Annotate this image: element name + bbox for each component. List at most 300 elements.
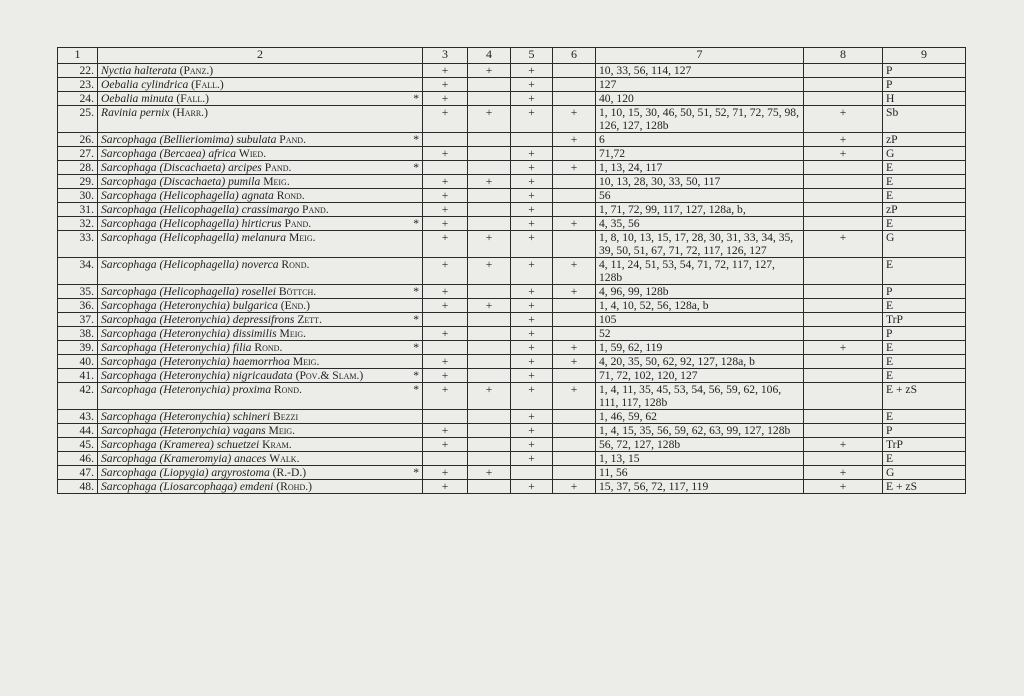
table-row [58, 92, 966, 106]
distribution-code: E [883, 189, 966, 203]
species-name: Sarcophaga (Helicophagella) noverca [101, 258, 279, 271]
col8-mark: + [804, 341, 883, 355]
col6-mark: + [553, 217, 596, 231]
locality-list: 1, 46, 59, 62 [596, 410, 804, 424]
col4-mark [468, 341, 511, 355]
species-name: Nyctia halterata [101, 64, 177, 77]
species-name: Sarcophaga (Helicophagella) melanura [101, 231, 287, 244]
table-row [58, 217, 966, 231]
locality-list: 4, 96, 99, 128b [596, 285, 804, 299]
species-name: Sarcophaga (Heteronychia) depressifrons [101, 313, 295, 326]
distribution-code: zP [883, 203, 966, 217]
locality-list: 1, 13, 24, 117 [596, 161, 804, 175]
column-header: 2 [98, 48, 423, 64]
col8-mark [804, 203, 883, 217]
col5-mark: + [511, 64, 553, 78]
col5-mark: + [511, 383, 553, 410]
col6-mark [553, 438, 596, 452]
col6-mark: + [553, 285, 596, 299]
table-body [58, 64, 966, 494]
col4-mark [468, 147, 511, 161]
col6-mark: + [553, 355, 596, 369]
table-row [58, 327, 966, 341]
locality-list: 10, 13, 28, 30, 33, 50, 117 [596, 175, 804, 189]
col5-mark: + [511, 147, 553, 161]
col3-mark: + [423, 106, 468, 133]
species-name: Sarcophaga (Heteronychia) vagans [101, 424, 266, 437]
col4-mark [468, 327, 511, 341]
col8-mark [804, 285, 883, 299]
species-author: Pand. [284, 217, 312, 230]
col5-mark: + [511, 299, 553, 313]
row-number: 48. [58, 480, 98, 494]
distribution-code: zP [883, 133, 966, 147]
asterisk-mark: * [413, 313, 419, 326]
row-number: 42. [58, 383, 98, 410]
row-number: 37. [58, 313, 98, 327]
species-name: Sarcophaga (Liopygia) argyrostoma [101, 466, 270, 479]
species-name-cell [98, 383, 423, 410]
row-number: 29. [58, 175, 98, 189]
asterisk-mark: * [413, 383, 419, 396]
col3-mark: + [423, 355, 468, 369]
species-name-cell [98, 64, 423, 78]
col6-mark: + [553, 383, 596, 410]
locality-list: 40, 120 [596, 92, 804, 106]
distribution-code: E [883, 299, 966, 313]
species-name: Sarcophaga (Liosarcophaga) emdeni [101, 480, 274, 493]
col5-mark: + [511, 438, 553, 452]
species-author: Meig. [263, 175, 290, 188]
locality-list: 1, 4, 11, 35, 45, 53, 54, 56, 59, 62, 106, 111, 117, 128b [596, 383, 804, 410]
col5-mark [511, 133, 553, 147]
col6-mark [553, 452, 596, 466]
col6-mark [553, 203, 596, 217]
locality-list: 4, 11, 24, 51, 53, 54, 71, 72, 117, 127, 128b [596, 258, 804, 285]
table-row [58, 480, 966, 494]
col8-mark [804, 369, 883, 383]
col6-mark [553, 424, 596, 438]
col8-mark [804, 452, 883, 466]
table-row [58, 369, 966, 383]
row-number: 28. [58, 161, 98, 175]
col4-mark: + [468, 258, 511, 285]
species-name: Sarcophaga (Heteronychia) proxima [101, 383, 271, 396]
col8-mark [804, 175, 883, 189]
table-row [58, 410, 966, 424]
row-number: 45. [58, 438, 98, 452]
locality-list: 1, 8, 10, 13, 15, 17, 28, 30, 31, 33, 34, 35, 39, 50, 51, 67, 71, 72, 117, 126, 127 [596, 231, 804, 258]
locality-list: 105 [596, 313, 804, 327]
col5-mark: + [511, 355, 553, 369]
table-row [58, 133, 966, 147]
species-name-cell [98, 231, 423, 258]
col5-mark: + [511, 369, 553, 383]
col5-mark: + [511, 231, 553, 258]
locality-list: 15, 37, 56, 72, 117, 119 [596, 480, 804, 494]
col3-mark [423, 452, 468, 466]
row-number: 35. [58, 285, 98, 299]
locality-list: 71,72 [596, 147, 804, 161]
species-author: Rond. [254, 341, 283, 354]
distribution-code: P [883, 64, 966, 78]
species-name-cell [98, 147, 423, 161]
col8-mark [804, 92, 883, 106]
col4-mark [468, 410, 511, 424]
col6-mark: + [553, 106, 596, 133]
col4-mark: + [468, 383, 511, 410]
col5-mark: + [511, 410, 553, 424]
col8-mark [804, 327, 883, 341]
row-number: 23. [58, 78, 98, 92]
species-name: Sarcophaga (Heteronychia) nigricaudata [101, 369, 293, 382]
distribution-code: E [883, 161, 966, 175]
species-author: Wied. [238, 147, 267, 160]
col3-mark: + [423, 189, 468, 203]
row-number: 27. [58, 147, 98, 161]
species-name: Sarcophaga (Heteronychia) filia [101, 341, 252, 354]
distribution-code: H [883, 92, 966, 106]
col4-mark [468, 313, 511, 327]
species-author: Meig. [292, 355, 320, 368]
locality-list: 56, 72, 127, 128b [596, 438, 804, 452]
col3-mark: + [423, 424, 468, 438]
species-name-cell [98, 452, 423, 466]
col3-mark: + [423, 78, 468, 92]
species-name-cell [98, 341, 423, 355]
col3-mark: + [423, 480, 468, 494]
col4-mark [468, 78, 511, 92]
locality-list: 1, 59, 62, 119 [596, 341, 804, 355]
table-row [58, 299, 966, 313]
col3-mark: + [423, 466, 468, 480]
species-author: (End.) [280, 299, 311, 312]
species-name-cell [98, 217, 423, 231]
col8-mark [804, 410, 883, 424]
locality-list: 1, 71, 72, 99, 117, 127, 128a, b, [596, 203, 804, 217]
distribution-code: TrP [883, 438, 966, 452]
row-number: 33. [58, 231, 98, 258]
col8-mark: + [804, 231, 883, 258]
col3-mark [423, 133, 468, 147]
col4-mark [468, 355, 511, 369]
distribution-code: E [883, 369, 966, 383]
species-name-cell [98, 327, 423, 341]
species-author: (Fall.) [191, 78, 224, 91]
col5-mark: + [511, 175, 553, 189]
col3-mark: + [423, 64, 468, 78]
locality-list: 1, 10, 15, 30, 46, 50, 51, 52, 71, 72, 75, 98, 126, 127, 128b [596, 106, 804, 133]
species-author: (Panz.) [179, 64, 214, 77]
asterisk-mark: * [413, 133, 419, 146]
col3-mark: + [423, 147, 468, 161]
row-number: 25. [58, 106, 98, 133]
col4-mark [468, 480, 511, 494]
table-row [58, 313, 966, 327]
table-row [58, 424, 966, 438]
col8-mark [804, 299, 883, 313]
locality-list: 10, 33, 56, 114, 127 [596, 64, 804, 78]
species-name: Sarcophaga (Heteronychia) dissimilis [101, 327, 277, 340]
col8-mark: + [804, 106, 883, 133]
col4-mark [468, 285, 511, 299]
species-name: Sarcophaga (Helicophagella) crassimargo [101, 203, 300, 216]
distribution-code: P [883, 327, 966, 341]
col3-mark: + [423, 231, 468, 258]
column-header: 7 [596, 48, 804, 64]
col5-mark: + [511, 341, 553, 355]
species-name-cell [98, 424, 423, 438]
distribution-code: TrP [883, 313, 966, 327]
locality-list: 1, 13, 15 [596, 452, 804, 466]
column-header: 9 [883, 48, 966, 64]
col6-mark [553, 327, 596, 341]
row-number: 31. [58, 203, 98, 217]
species-name-cell [98, 480, 423, 494]
col8-mark: + [804, 480, 883, 494]
asterisk-mark: * [413, 92, 419, 105]
species-name-cell [98, 355, 423, 369]
table-row [58, 466, 966, 480]
table-row [58, 355, 966, 369]
col5-mark [511, 466, 553, 480]
distribution-code: E [883, 355, 966, 369]
col6-mark [553, 78, 596, 92]
col3-mark [423, 313, 468, 327]
distribution-code: E [883, 217, 966, 231]
column-header: 6 [553, 48, 596, 64]
distribution-code: P [883, 78, 966, 92]
col5-mark: + [511, 285, 553, 299]
col6-mark [553, 410, 596, 424]
species-name-cell [98, 369, 423, 383]
table-row [58, 106, 966, 133]
col3-mark [423, 341, 468, 355]
asterisk-mark: * [413, 369, 419, 382]
col8-mark: + [804, 466, 883, 480]
col5-mark: + [511, 92, 553, 106]
col3-mark: + [423, 285, 468, 299]
species-author: Pand. [279, 133, 306, 146]
species-author: Rond. [273, 383, 302, 396]
col5-mark: + [511, 217, 553, 231]
col6-mark [553, 299, 596, 313]
col5-mark: + [511, 78, 553, 92]
row-number: 41. [58, 369, 98, 383]
distribution-code: E [883, 341, 966, 355]
species-name-cell [98, 285, 423, 299]
locality-list: 127 [596, 78, 804, 92]
col8-mark [804, 217, 883, 231]
row-number: 47. [58, 466, 98, 480]
column-header: 4 [468, 48, 511, 64]
locality-list: 56 [596, 189, 804, 203]
asterisk-mark: * [413, 161, 419, 174]
col4-mark [468, 161, 511, 175]
col4-mark [468, 369, 511, 383]
col6-mark: + [553, 161, 596, 175]
species-name-cell [98, 438, 423, 452]
col5-mark: + [511, 327, 553, 341]
locality-list: 71, 72, 102, 120, 127 [596, 369, 804, 383]
species-name-cell [98, 92, 423, 106]
col3-mark: + [423, 369, 468, 383]
species-name: Sarcophaga (Bercaea) africa [101, 147, 237, 160]
col8-mark [804, 189, 883, 203]
species-author: Meig. [288, 231, 316, 244]
column-header: 8 [804, 48, 883, 64]
col8-mark [804, 383, 883, 410]
row-number: 22. [58, 64, 98, 78]
species-author: (Fall.) [176, 92, 209, 105]
species-author: Pand. [302, 203, 329, 216]
col6-mark: + [553, 341, 596, 355]
column-header: 3 [423, 48, 468, 64]
row-number: 46. [58, 452, 98, 466]
col3-mark: + [423, 92, 468, 106]
table-row [58, 438, 966, 452]
locality-list: 1, 4, 15, 35, 56, 59, 62, 63, 99, 127, 128b [596, 424, 804, 438]
col3-mark [423, 161, 468, 175]
col8-mark [804, 313, 883, 327]
col4-mark [468, 452, 511, 466]
col4-mark: + [468, 231, 511, 258]
col5-mark: + [511, 480, 553, 494]
col5-mark: + [511, 203, 553, 217]
distribution-code: G [883, 466, 966, 480]
col3-mark: + [423, 327, 468, 341]
table-row [58, 383, 966, 410]
table-row [58, 147, 966, 161]
species-name-cell [98, 78, 423, 92]
species-name: Ravinia pernix [101, 106, 170, 119]
col6-mark: + [553, 133, 596, 147]
col6-mark [553, 466, 596, 480]
table-row [58, 161, 966, 175]
row-number: 38. [58, 327, 98, 341]
table-row [58, 64, 966, 78]
col4-mark [468, 217, 511, 231]
col3-mark: + [423, 175, 468, 189]
table-row [58, 175, 966, 189]
species-table [57, 47, 966, 494]
species-name: Oebalia minuta [101, 92, 174, 105]
col4-mark [468, 424, 511, 438]
col3-mark: + [423, 299, 468, 313]
species-author: (Pov.& Slam.) [295, 369, 364, 382]
col8-mark [804, 424, 883, 438]
species-name-cell [98, 203, 423, 217]
col4-mark: + [468, 64, 511, 78]
col6-mark [553, 231, 596, 258]
locality-list: 1, 4, 10, 52, 56, 128a, b [596, 299, 804, 313]
col6-mark [553, 92, 596, 106]
species-name: Sarcophaga (Heteronychia) bulgarica [101, 299, 278, 312]
col3-mark: + [423, 258, 468, 285]
column-header: 1 [58, 48, 98, 64]
table-row [58, 189, 966, 203]
col5-mark: + [511, 258, 553, 285]
col6-mark: + [553, 258, 596, 285]
species-author: Pand. [264, 161, 292, 174]
distribution-code: G [883, 147, 966, 161]
species-author: Meig. [279, 327, 307, 340]
species-name: Sarcophaga (Heteronychia) schineri [101, 410, 271, 423]
distribution-code: E [883, 410, 966, 424]
col6-mark [553, 147, 596, 161]
species-author: Rond. [281, 258, 310, 271]
locality-list: 4, 20, 35, 50, 62, 92, 127, 128a, b [596, 355, 804, 369]
col6-mark [553, 189, 596, 203]
distribution-code: P [883, 285, 966, 299]
species-author: Böttch. [278, 285, 317, 298]
row-number: 32. [58, 217, 98, 231]
row-number: 34. [58, 258, 98, 285]
asterisk-mark: * [413, 285, 419, 298]
species-name: Sarcophaga (Heteronychia) haemorrhoa [101, 355, 290, 368]
species-name-cell [98, 313, 423, 327]
col8-mark [804, 258, 883, 285]
col4-mark: + [468, 106, 511, 133]
col3-mark: + [423, 217, 468, 231]
distribution-code: P [883, 424, 966, 438]
species-author: Zett. [297, 313, 322, 326]
col8-mark [804, 78, 883, 92]
col3-mark: + [423, 203, 468, 217]
asterisk-mark: * [413, 466, 419, 479]
distribution-code: E [883, 175, 966, 189]
species-name: Sarcophaga (Discachaeta) pumila [101, 175, 261, 188]
col5-mark: + [511, 452, 553, 466]
species-author: (Rohd.) [276, 480, 312, 493]
col8-mark: + [804, 133, 883, 147]
col3-mark: + [423, 383, 468, 410]
species-author: Walk. [269, 452, 300, 465]
col5-mark: + [511, 161, 553, 175]
col4-mark: + [468, 175, 511, 189]
asterisk-mark: * [413, 341, 419, 354]
col8-mark: + [804, 438, 883, 452]
species-name-cell [98, 410, 423, 424]
species-name: Sarcophaga (Helicophagella) hirticrus [101, 217, 282, 230]
species-name: Sarcophaga (Helicophagella) rosellei [101, 285, 276, 298]
species-author: Meig. [268, 424, 296, 437]
species-author: Kram. [262, 438, 292, 451]
species-name-cell [98, 133, 423, 147]
col3-mark: + [423, 438, 468, 452]
table-row [58, 341, 966, 355]
species-name: Oebalia cylindrica [101, 78, 189, 91]
row-number: 26. [58, 133, 98, 147]
distribution-code: E [883, 258, 966, 285]
row-number: 36. [58, 299, 98, 313]
species-author: (Harr.) [172, 106, 208, 119]
species-name: Sarcophaga (Krameromyia) anaces [101, 452, 267, 465]
col4-mark: + [468, 466, 511, 480]
col6-mark [553, 175, 596, 189]
distribution-code: E [883, 452, 966, 466]
row-number: 24. [58, 92, 98, 106]
col4-mark [468, 133, 511, 147]
distribution-code: Sb [883, 106, 966, 133]
col8-mark [804, 161, 883, 175]
species-name-cell [98, 258, 423, 285]
col4-mark: + [468, 299, 511, 313]
distribution-code: E + zS [883, 480, 966, 494]
col5-mark: + [511, 106, 553, 133]
species-name: Sarcophaga (Bellieriomima) subulata [101, 133, 277, 146]
species-name-cell [98, 106, 423, 133]
